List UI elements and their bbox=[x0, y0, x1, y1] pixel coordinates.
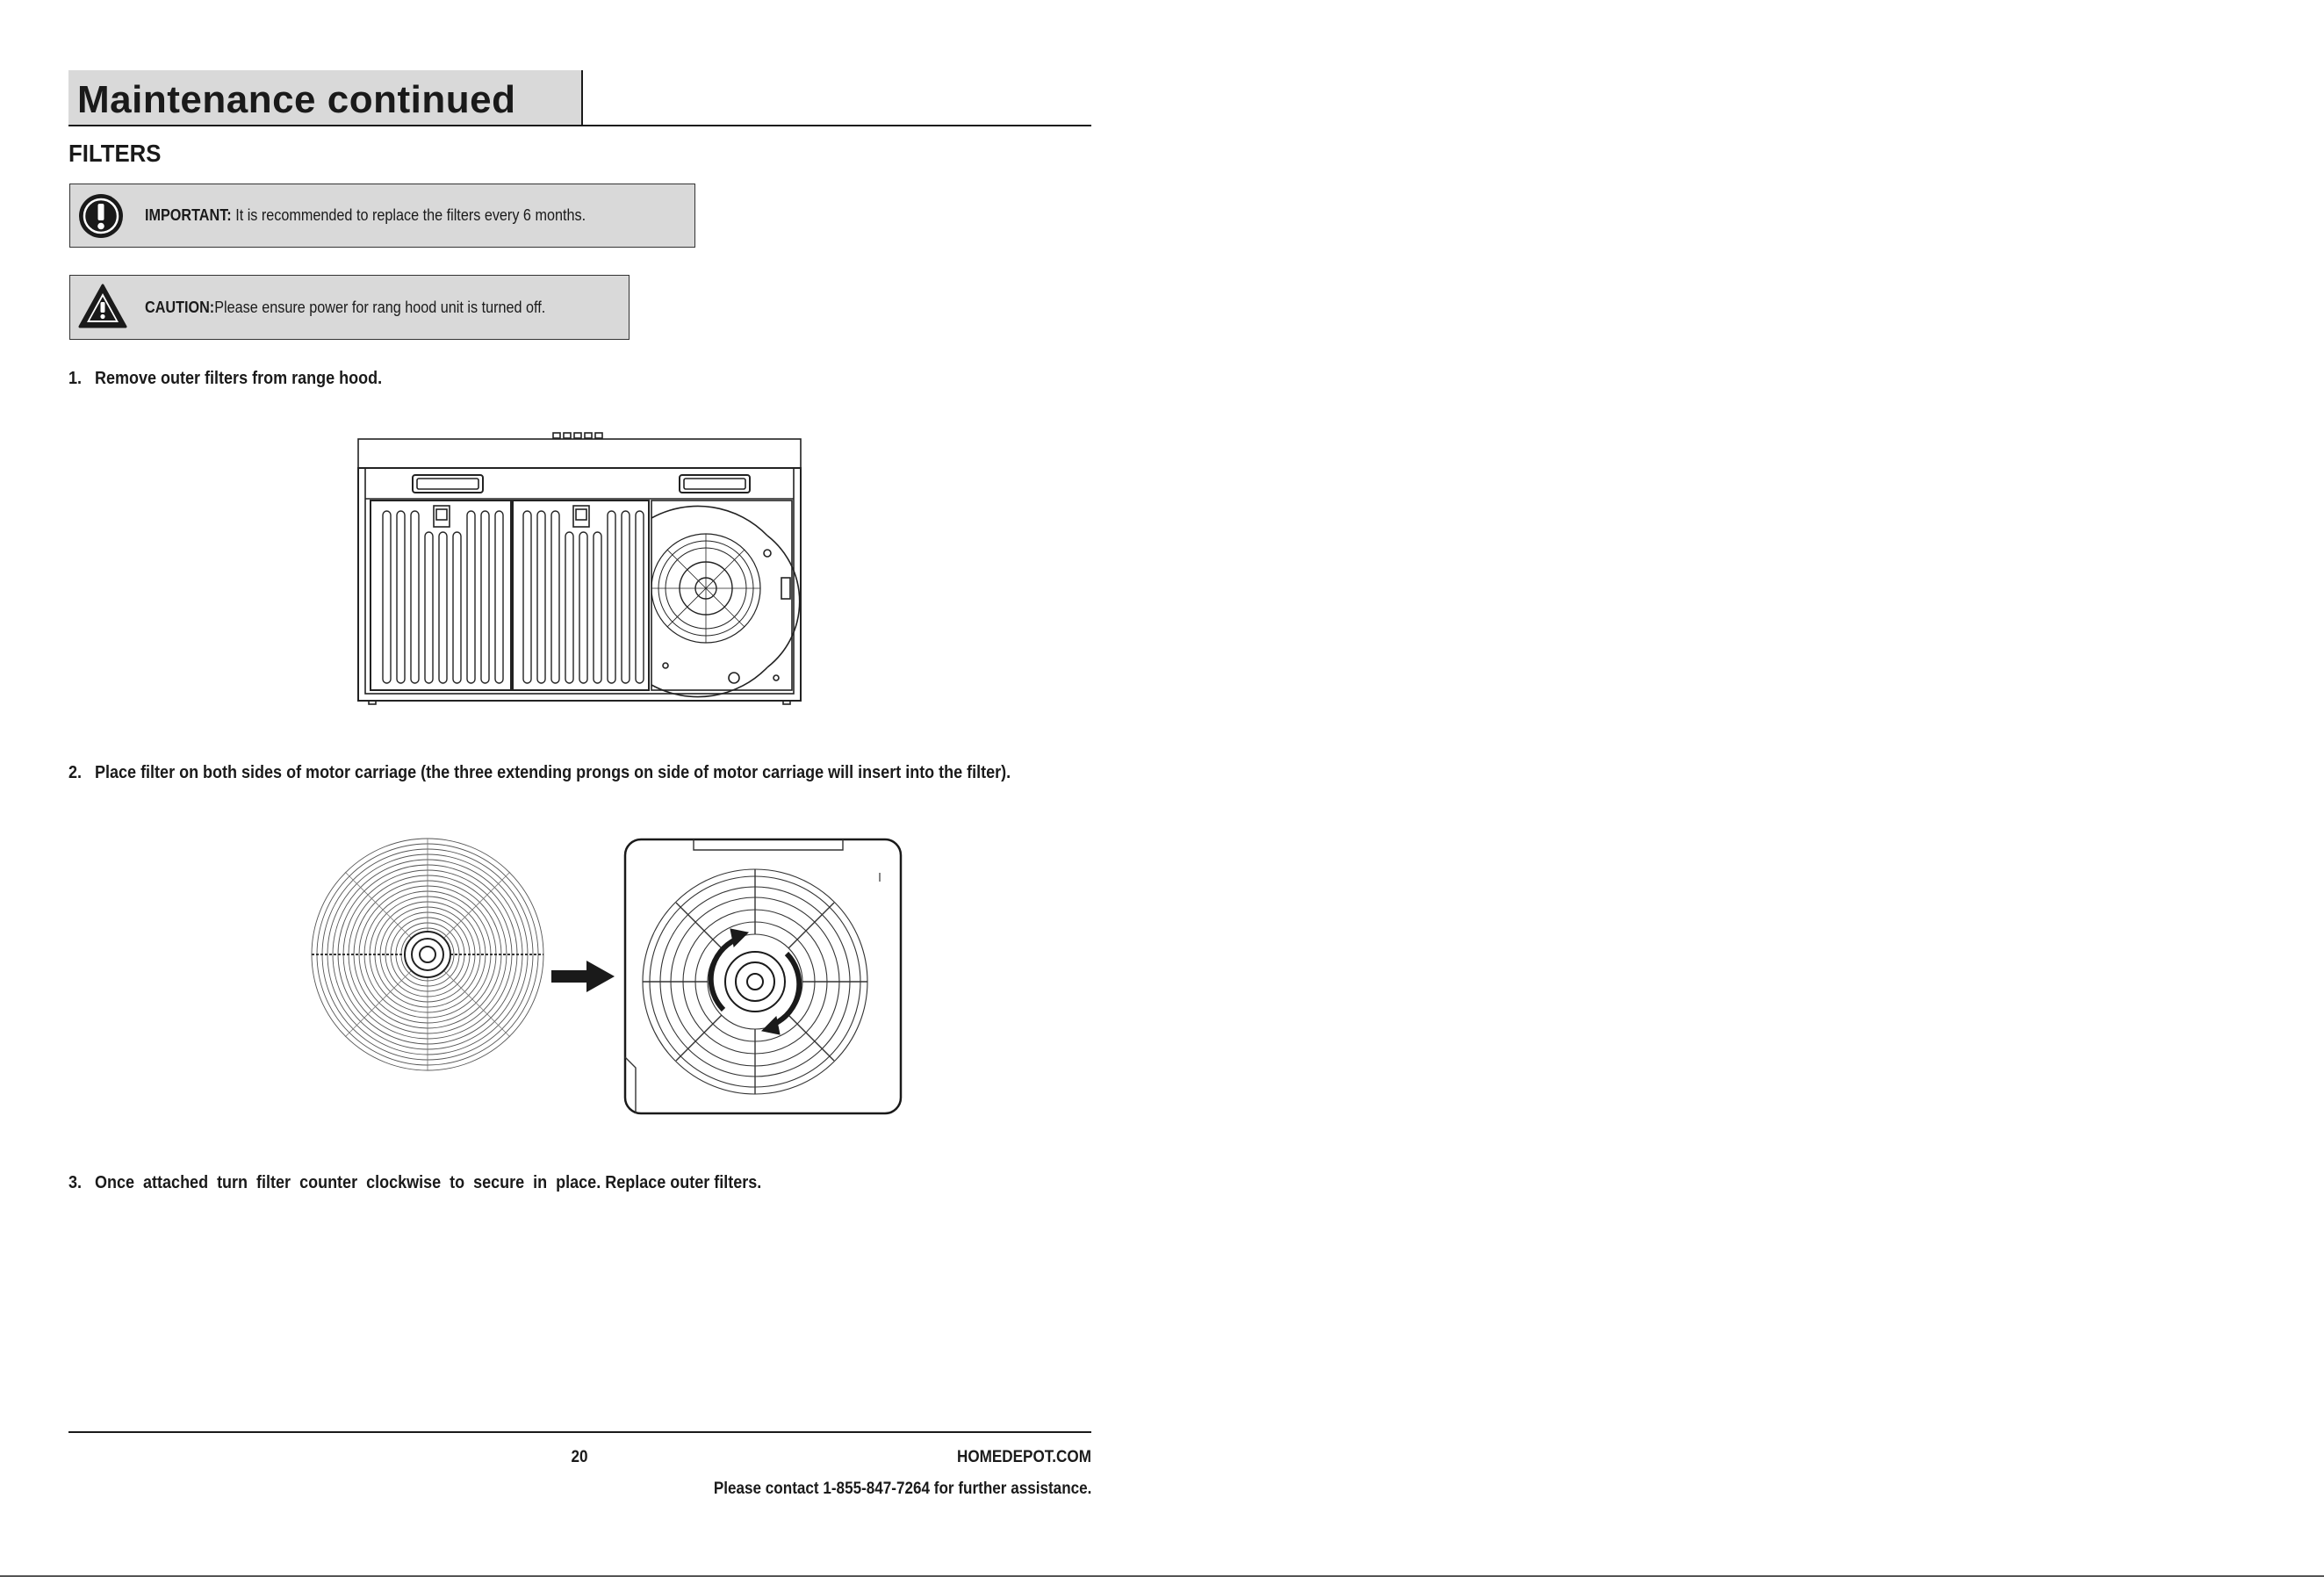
section-title: FILTERS bbox=[68, 140, 162, 167]
exclamation-circle-icon bbox=[77, 192, 125, 240]
caution-label: CAUTION: bbox=[145, 299, 215, 316]
caution-text bbox=[145, 298, 545, 317]
step-2-number: 2. bbox=[68, 763, 83, 782]
footer-divider bbox=[68, 1431, 1091, 1433]
footer-contact: Please contact 1-855-847-7264 for further assistance. bbox=[713, 1480, 1091, 1498]
step-3 bbox=[68, 1171, 761, 1194]
caution-message: Please ensure power for rang hood unit is turned off. bbox=[214, 299, 546, 316]
step-1-text: Remove outer filters from range hood. bbox=[95, 369, 383, 388]
step-1-number: 1. bbox=[68, 369, 83, 388]
header-divider bbox=[68, 125, 1091, 126]
motor-carriage-closeup-illustration bbox=[623, 838, 903, 1115]
filter-disc-illustration bbox=[309, 836, 546, 1073]
arrow-right-icon bbox=[551, 961, 615, 992]
step-3-text: Once attached turn filter counter clockwise to secure in place. Replace outer filters. bbox=[95, 1173, 762, 1192]
important-text bbox=[145, 205, 586, 225]
page-title: Maintenance continued bbox=[77, 78, 516, 121]
page-number: 20 bbox=[571, 1448, 588, 1466]
footer-site: HOMEDEPOT.COM bbox=[957, 1448, 1091, 1466]
step-1 bbox=[68, 367, 382, 390]
step-3-number: 3. bbox=[68, 1173, 83, 1192]
step-2-text: Place filter on both sides of motor carriage (the three extending prongs on side of motor carriage will insert into the filter). bbox=[95, 763, 1011, 782]
important-message: It is recommended to replace the filters every 6 months. bbox=[231, 206, 586, 224]
important-label: IMPORTANT: bbox=[145, 206, 232, 224]
warning-triangle-icon bbox=[77, 283, 128, 330]
step-2 bbox=[68, 761, 1011, 784]
range-hood-illustration bbox=[355, 430, 804, 713]
